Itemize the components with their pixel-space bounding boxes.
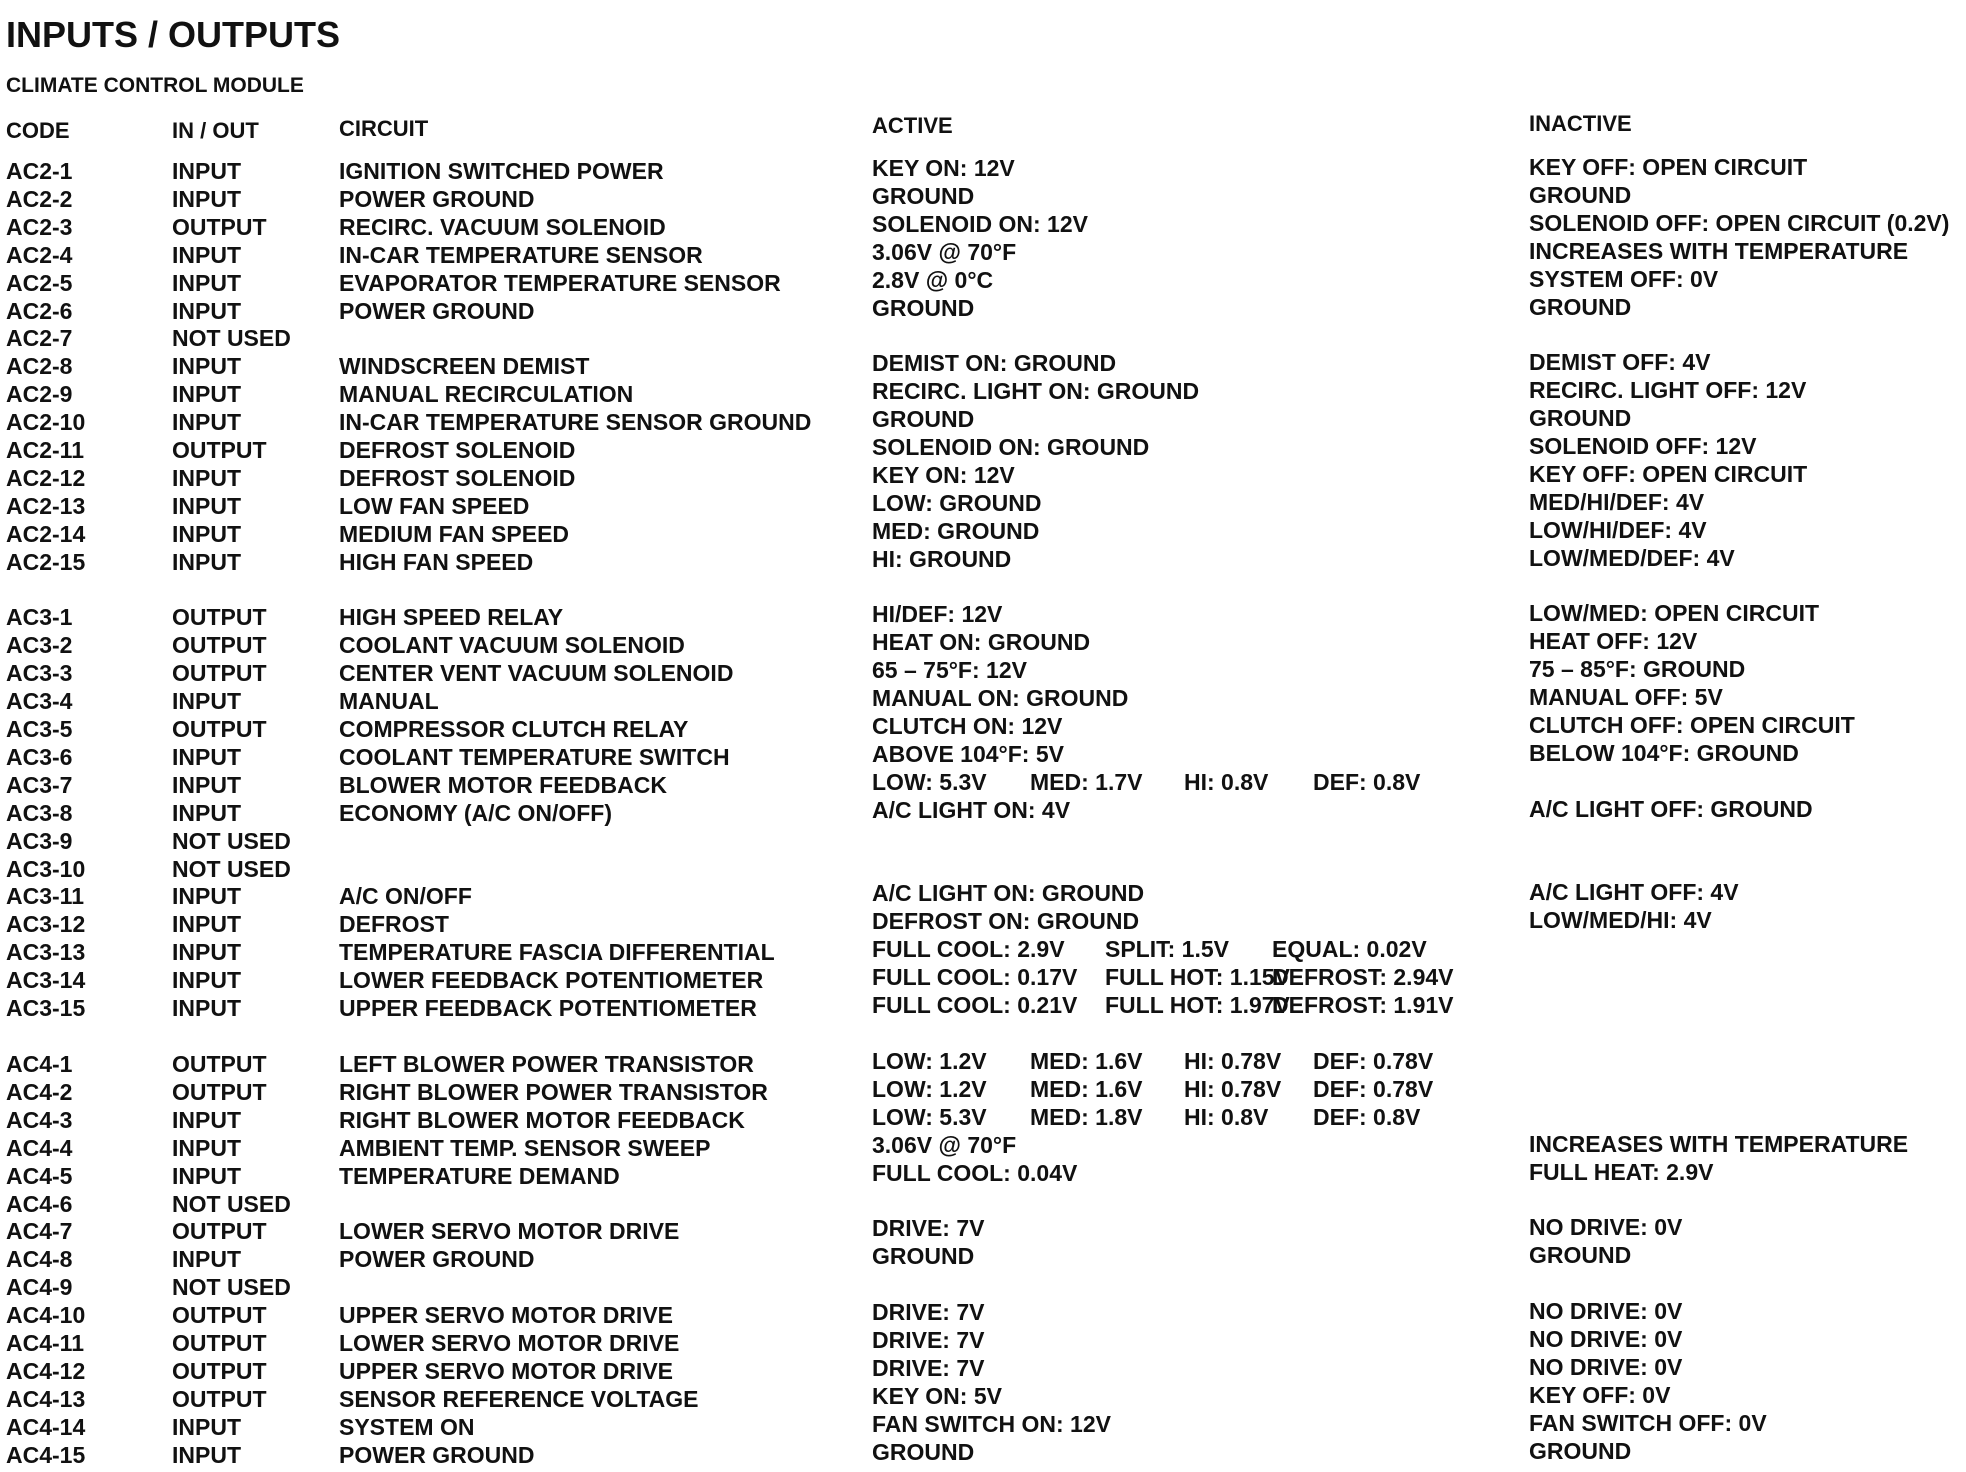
circuit-cell: COMPRESSOR CLUTCH RELAY [339,716,689,742]
active-value: DEFROST: 1.91V [1272,992,1454,1018]
inactive-cell: INCREASES WITH TEMPERATURE [1529,1131,1909,1157]
code-cell: AC4-11 [6,1330,84,1356]
in-out-cell: INPUT [172,967,241,993]
code-cell: AC4-9 [6,1274,73,1300]
inactive-cell: BELOW 104°F: GROUND [1529,740,1799,766]
in-out-cell: OUTPUT [172,1079,267,1105]
code-cell: AC2-13 [6,493,86,519]
active-value: FULL HOT: 1.97V [1105,992,1290,1018]
inactive-cell: NO DRIVE: 0V [1529,1214,1683,1240]
active-value: CLUTCH ON: 12V [872,713,1063,739]
circuit-cell: HIGH FAN SPEED [339,549,534,575]
inactive-cell: FAN SWITCH OFF: 0V [1529,1410,1767,1436]
in-out-cell: INPUT [172,353,241,379]
table-row [0,936,1966,967]
active-value: FULL HOT: 1.15V [1105,964,1290,990]
code-cell: AC2-12 [6,465,86,491]
code-cell: AC2-11 [6,437,84,463]
active-value: MED: GROUND [872,518,1040,544]
circuit-cell: IN-CAR TEMPERATURE SENSOR GROUND [339,409,812,435]
inactive-cell: GROUND [1529,294,1632,320]
code-cell: AC2-9 [6,381,73,407]
code-cell: AC4-14 [6,1414,86,1440]
in-out-cell: INPUT [172,158,241,184]
inactive-cell: NO DRIVE: 0V [1529,1298,1683,1324]
code-cell: AC4-12 [6,1358,86,1384]
active-value: KEY ON: 12V [872,155,1015,181]
code-cell: AC4-13 [6,1386,86,1412]
active-value: A/C LIGHT ON: 4V [872,797,1071,823]
table-row [0,992,1966,1023]
code-cell: AC2-2 [6,186,73,212]
active-value: HI: 0.8V [1184,1104,1269,1130]
inactive-cell: A/C LIGHT OFF: 4V [1529,879,1739,905]
inactive-cell: MANUAL OFF: 5V [1529,684,1723,710]
code-cell: AC3-4 [6,688,73,714]
active-value: FAN SWITCH ON: 12V [872,1411,1111,1437]
active-value: RECIRC. LIGHT ON: GROUND [872,378,1200,404]
circuit-cell: DEFROST SOLENOID [339,465,576,491]
table-row [0,1076,1966,1107]
active-value: ABOVE 104°F: 5V [872,741,1064,767]
active-value: GROUND [872,295,975,321]
circuit-cell: AMBIENT TEMP. SENSOR SWEEP [339,1135,711,1161]
code-cell: AC4-1 [6,1051,73,1077]
active-value: DRIVE: 7V [872,1327,985,1353]
circuit-cell: UPPER SERVO MOTOR DRIVE [339,1358,673,1384]
code-cell: AC2-14 [6,521,86,547]
table-row [0,1410,1966,1442]
active-value: GROUND [872,406,975,432]
inactive-cell: DEMIST OFF: 4V [1529,349,1711,375]
circuit-cell: MEDIUM FAN SPEED [339,521,570,547]
in-out-cell: NOT USED [172,1274,291,1300]
code-cell: AC4-15 [6,1442,86,1468]
inactive-cell: CLUTCH OFF: OPEN CIRCUIT [1529,712,1855,738]
code-cell: AC3-6 [6,744,73,770]
active-value: DEFROST ON: GROUND [872,908,1140,934]
circuit-cell: LOWER SERVO MOTOR DRIVE [339,1330,680,1356]
active-value: FULL COOL: 0.17V [872,964,1078,990]
in-out-cell: INPUT [172,1163,241,1189]
inactive-cell: SOLENOID OFF: OPEN CIRCUIT (0.2V) [1529,210,1950,236]
active-value: HI: 0.8V [1184,769,1269,795]
active-value: SPLIT: 1.5V [1105,936,1229,962]
circuit-cell: COOLANT TEMPERATURE SWITCH [339,744,730,770]
inactive-cell: GROUND [1529,1438,1632,1464]
table-row [0,294,1966,326]
in-out-cell: INPUT [172,1107,241,1133]
circuit-cell: MANUAL [339,688,439,714]
in-out-cell: INPUT [172,465,241,491]
in-out-cell: INPUT [172,1414,241,1440]
active-value: GROUND [872,183,975,209]
active-value: DEFROST: 2.94V [1272,964,1454,990]
code-cell: AC2-5 [6,270,73,296]
code-cell: AC4-6 [6,1191,73,1217]
inactive-cell: GROUND [1529,1242,1632,1268]
active-value: MED: 1.6V [1030,1076,1143,1102]
inactive-cell: LOW/MED/HI: 4V [1529,907,1712,933]
active-value: HI/DEF: 12V [872,601,1003,627]
in-out-cell: INPUT [172,939,241,965]
code-cell: AC3-3 [6,660,73,686]
in-out-cell: OUTPUT [172,1051,267,1077]
code-cell: AC2-8 [6,353,73,379]
circuit-cell: RECIRC. VACUUM SOLENOID [339,214,666,240]
in-out-cell: INPUT [172,688,241,714]
table-row [0,907,1966,939]
circuit-cell: TEMPERATURE FASCIA DIFFERENTIAL [339,939,775,965]
active-value: 65 – 75°F: 12V [872,657,1027,683]
inactive-cell: NO DRIVE: 0V [1529,1326,1683,1352]
header-circuit: CIRCUIT [339,116,429,141]
code-cell: AC4-3 [6,1107,73,1133]
page-title: INPUTS / OUTPUTS [6,14,341,55]
table-row [0,1438,1966,1470]
inactive-cell: GROUND [1529,182,1632,208]
code-cell: AC2-15 [6,549,86,575]
inactive-cell: KEY OFF: OPEN CIRCUIT [1529,461,1808,487]
header-in-out: IN / OUT [172,118,259,143]
code-cell: AC3-13 [6,939,86,965]
code-cell: AC3-2 [6,632,73,658]
in-out-cell: INPUT [172,409,241,435]
inactive-cell: LOW/HI/DEF: 4V [1529,517,1707,543]
table-row [0,1242,1966,1274]
in-out-cell: OUTPUT [172,1358,267,1384]
inactive-cell: HEAT OFF: 12V [1529,628,1698,654]
active-value: HI: 0.78V [1184,1076,1282,1102]
circuit-cell: ECONOMY (A/C ON/OFF) [339,800,613,826]
code-cell: AC2-7 [6,325,73,351]
table-row [0,1214,1966,1246]
in-out-cell: NOT USED [172,856,291,882]
active-value: DEF: 0.78V [1313,1076,1434,1102]
header-active: ACTIVE [872,113,953,138]
table-row [0,377,1966,409]
active-value: 2.8V @ 0°C [872,267,994,293]
active-value: DEMIST ON: GROUND [872,350,1117,376]
active-value: DRIVE: 7V [872,1355,985,1381]
active-value: LOW: 5.3V [872,769,987,795]
active-value: 3.06V @ 70°F [872,239,1017,265]
code-cell: AC4-4 [6,1135,73,1161]
code-cell: AC3-14 [6,967,86,993]
table-row [0,1159,1966,1191]
table-row [0,1354,1966,1386]
active-value: HI: 0.78V [1184,1048,1282,1074]
inactive-cell: A/C LIGHT OFF: GROUND [1529,796,1813,822]
inactive-cell: GROUND [1529,405,1632,431]
circuit-cell: DEFROST SOLENOID [339,437,576,463]
in-out-cell: INPUT [172,744,241,770]
active-value: DRIVE: 7V [872,1215,985,1241]
in-out-cell: NOT USED [172,828,291,854]
inactive-cell: INCREASES WITH TEMPERATURE [1529,238,1909,264]
code-cell: AC4-8 [6,1246,73,1272]
in-out-cell: INPUT [172,1442,241,1468]
code-cell: AC3-7 [6,772,73,798]
active-value: MED: 1.6V [1030,1048,1143,1074]
code-cell: AC4-7 [6,1218,73,1244]
active-value: KEY ON: 5V [872,1383,1002,1409]
circuit-cell: A/C ON/OFF [339,883,472,909]
circuit-cell: DEFROST [339,911,449,937]
inactive-cell: FULL HEAT: 2.9V [1529,1159,1714,1185]
in-out-cell: OUTPUT [172,214,267,240]
table-row [0,266,1966,298]
circuit-cell: IN-CAR TEMPERATURE SENSOR [339,242,703,268]
in-out-cell: OUTPUT [172,1302,267,1328]
circuit-cell: SYSTEM ON [339,1414,475,1440]
in-out-cell: OUTPUT [172,632,267,658]
code-cell: AC3-9 [6,828,73,854]
circuit-cell: EVAPORATOR TEMPERATURE SENSOR [339,270,781,296]
circuit-cell: LEFT BLOWER POWER TRANSISTOR [339,1051,754,1077]
circuit-cell: IGNITION SWITCHED POWER [339,158,664,184]
inactive-cell: KEY OFF: 0V [1529,1382,1671,1408]
code-cell: AC2-1 [6,158,73,184]
table-row [0,964,1966,995]
active-value: DEF: 0.8V [1313,769,1421,795]
circuit-cell: COOLANT VACUUM SOLENOID [339,632,685,658]
circuit-cell: RIGHT BLOWER MOTOR FEEDBACK [339,1107,745,1133]
code-cell: AC2-10 [6,409,86,435]
table-row [0,1048,1966,1079]
code-cell: AC4-10 [6,1302,86,1328]
in-out-cell: OUTPUT [172,716,267,742]
circuit-cell: UPPER SERVO MOTOR DRIVE [339,1302,673,1328]
circuit-cell: LOWER FEEDBACK POTENTIOMETER [339,967,764,993]
code-cell: AC2-4 [6,242,73,268]
in-out-cell: OUTPUT [172,1218,267,1244]
circuit-cell: WINDSCREEN DEMIST [339,353,590,379]
active-value: FULL COOL: 0.21V [872,992,1078,1018]
code-cell: AC2-6 [6,298,73,324]
code-cell: AC2-3 [6,214,73,240]
active-value: DEF: 0.78V [1313,1048,1434,1074]
code-cell: AC3-15 [6,995,86,1021]
in-out-cell: INPUT [172,883,241,909]
code-cell: AC3-8 [6,800,73,826]
active-value: HEAT ON: GROUND [872,629,1091,655]
code-cell: AC3-12 [6,911,86,937]
inactive-cell: LOW/MED: OPEN CIRCUIT [1529,600,1820,626]
inactive-cell: MED/HI/DEF: 4V [1529,489,1705,515]
active-value: DRIVE: 7V [872,1299,985,1325]
active-value: FULL COOL: 0.04V [872,1160,1078,1186]
in-out-cell: INPUT [172,995,241,1021]
active-value: A/C LIGHT ON: GROUND [872,880,1145,906]
in-out-cell: INPUT [172,772,241,798]
active-value: DEF: 0.8V [1313,1104,1421,1130]
in-out-cell: OUTPUT [172,1330,267,1356]
in-out-cell: NOT USED [172,325,291,351]
active-value: 3.06V @ 70°F [872,1132,1017,1158]
circuit-cell: CENTER VENT VACUUM SOLENOID [339,660,734,686]
active-value: LOW: 1.2V [872,1048,987,1074]
active-value: EQUAL: 0.02V [1272,936,1427,962]
in-out-cell: INPUT [172,493,241,519]
code-cell: AC3-11 [6,883,84,909]
active-value: GROUND [872,1439,975,1465]
table-row [0,796,1966,828]
in-out-cell: INPUT [172,800,241,826]
active-value: HI: GROUND [872,546,1012,572]
in-out-cell: INPUT [172,911,241,937]
active-value: SOLENOID ON: GROUND [872,434,1150,460]
circuit-cell: MANUAL RECIRCULATION [339,381,634,407]
code-cell: AC4-5 [6,1163,73,1189]
in-out-cell: OUTPUT [172,604,267,630]
in-out-cell: INPUT [172,186,241,212]
active-value: FULL COOL: 2.9V [872,936,1065,962]
in-out-cell: INPUT [172,1135,241,1161]
in-out-cell: OUTPUT [172,1386,267,1412]
inactive-cell: NO DRIVE: 0V [1529,1354,1683,1380]
circuit-cell: LOW FAN SPEED [339,493,530,519]
in-out-cell: INPUT [172,1246,241,1272]
inactive-cell: RECIRC. LIGHT OFF: 12V [1529,377,1807,403]
circuit-cell: LOWER SERVO MOTOR DRIVE [339,1218,680,1244]
circuit-cell: TEMPERATURE DEMAND [339,1163,620,1189]
circuit-cell: UPPER FEEDBACK POTENTIOMETER [339,995,757,1021]
circuit-cell: BLOWER MOTOR FEEDBACK [339,772,667,798]
in-out-cell: INPUT [172,270,241,296]
circuit-cell: POWER GROUND [339,186,535,212]
header-code: CODE [6,118,70,143]
module-subtitle: CLIMATE CONTROL MODULE [6,74,304,97]
table-row [0,545,1966,577]
in-out-cell: NOT USED [172,1191,291,1217]
active-value: LOW: 1.2V [872,1076,987,1102]
active-value: MANUAL ON: GROUND [872,685,1129,711]
active-value: GROUND [872,1243,975,1269]
circuit-cell: POWER GROUND [339,1246,535,1272]
in-out-cell: INPUT [172,298,241,324]
active-value: LOW: 5.3V [872,1104,987,1130]
inactive-cell: SOLENOID OFF: 12V [1529,433,1757,459]
code-cell: AC3-10 [6,856,86,882]
in-out-cell: INPUT [172,549,241,575]
circuit-cell: RIGHT BLOWER POWER TRANSISTOR [339,1079,768,1105]
in-out-cell: OUTPUT [172,660,267,686]
circuit-cell: POWER GROUND [339,298,535,324]
table-row [0,740,1966,772]
table-row [0,828,1966,856]
in-out-cell: INPUT [172,521,241,547]
active-value: MED: 1.8V [1030,1104,1143,1130]
circuit-cell: POWER GROUND [339,1442,535,1468]
inactive-cell: LOW/MED/DEF: 4V [1529,545,1735,571]
table-row [0,154,1966,186]
in-out-cell: INPUT [172,242,241,268]
circuit-cell: HIGH SPEED RELAY [339,604,564,630]
active-value: SOLENOID ON: 12V [872,211,1088,237]
active-value: LOW: GROUND [872,490,1042,516]
active-value: KEY ON: 12V [872,462,1015,488]
in-out-cell: INPUT [172,381,241,407]
inactive-cell: KEY OFF: OPEN CIRCUIT [1529,154,1808,180]
code-cell: AC3-5 [6,716,73,742]
in-out-cell: OUTPUT [172,437,267,463]
code-cell: AC3-1 [6,604,73,630]
inactive-cell: SYSTEM OFF: 0V [1529,266,1719,292]
header-inactive: INACTIVE [1529,111,1632,136]
code-cell: AC4-2 [6,1079,73,1105]
active-value: MED: 1.7V [1030,769,1143,795]
inactive-cell: 75 – 85°F: GROUND [1529,656,1746,682]
circuit-cell: SENSOR REFERENCE VOLTAGE [339,1386,699,1412]
